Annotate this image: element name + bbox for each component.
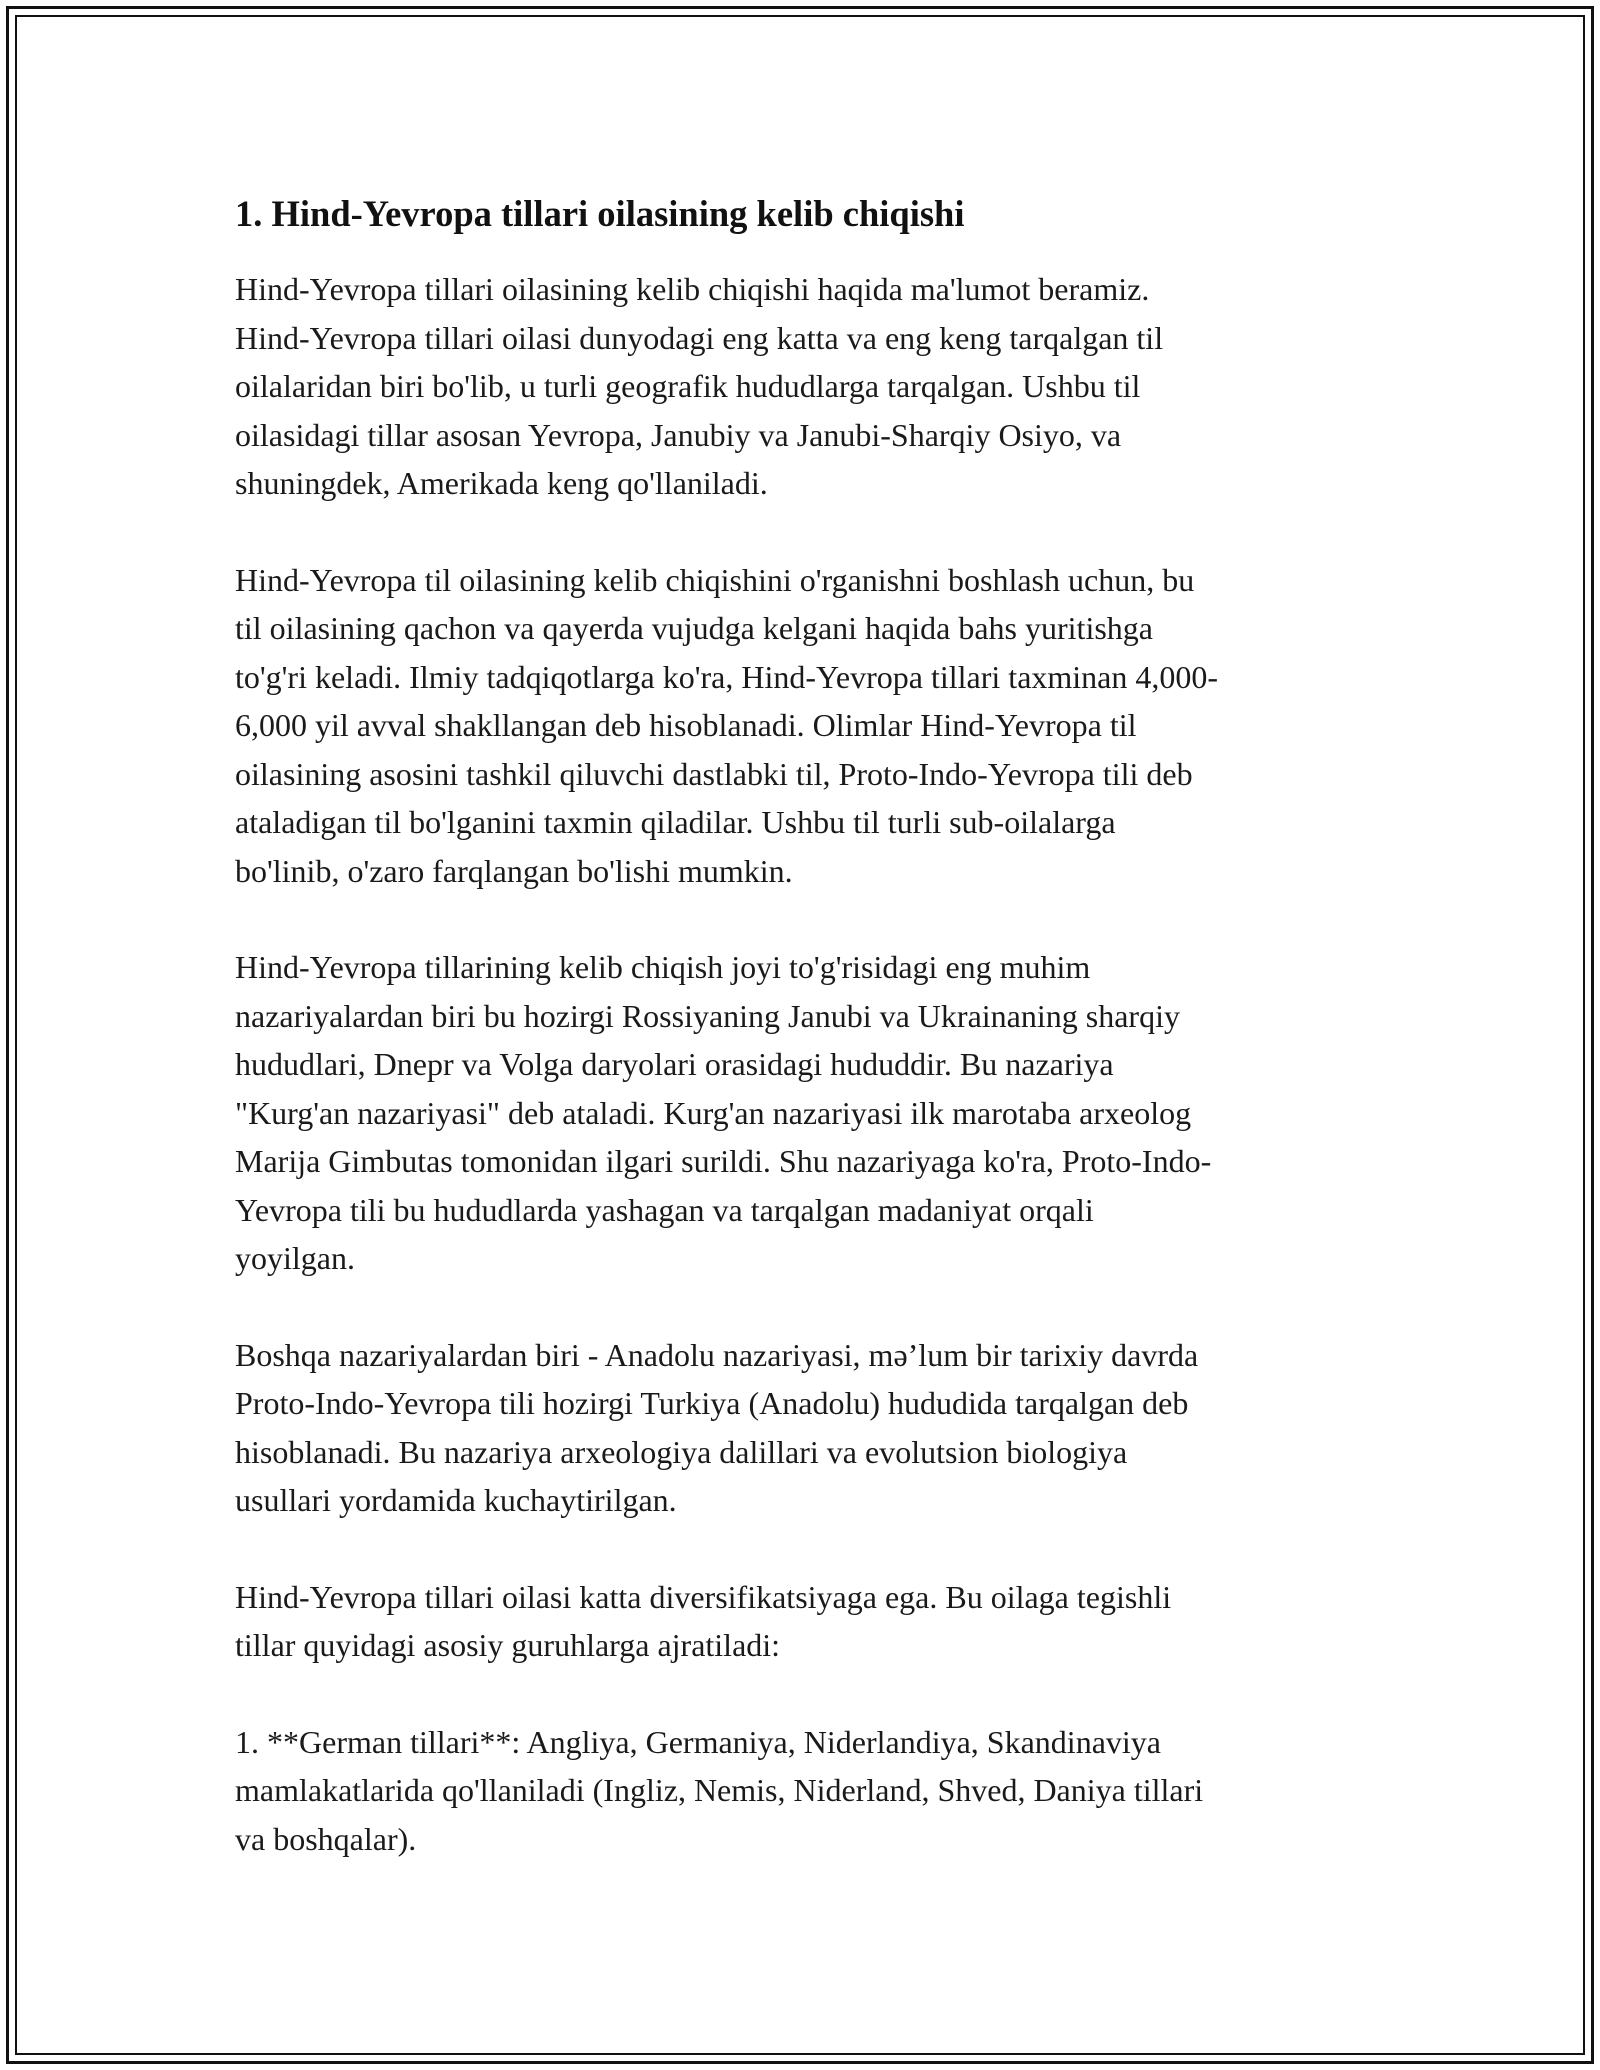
section-heading: 1. Hind-Yevropa tillari oilasining kelib chiqishi: [235, 193, 965, 234]
document-body: [235, 185, 1375, 1863]
list-item-germanic-languages: 1. **German tillari**: Angliya, Germaniya, Niderlandiya, Skandinaviya mamlakatlarida qo'llaniladi (Ingliz, Nemis, Niderland, Shved, Daniya tillari va boshqalar).: [235, 1723, 1204, 1857]
paragraph-intro: Hind-Yevropa tillari oilasining kelib chiqishi haqida ma'lumot beramiz. Hind-Yevropa tillari oilasi dunyodagi eng katta va eng keng tarqalgan til oilalaridan biri bo'lib, u turli geografik hududlarga tarqalgan. Ushbu til oilasidagi tillar asosan Yevropa, Janubiy va Janubi-Sharqiy Osiyo, va shuningdek, Amerikada keng qo'llaniladi.: [235, 271, 1164, 501]
paragraph-anatolian-theory: Boshqa nazariyalardan biri - Anadolu nazariyasi, mə’lum bir tarixiy davrda Proto-Indo-Yevropa tili hozirgi Turkiya (Anadolu) hududida tarqalgan deb hisoblanadi. Bu nazariya arxeologiya dalillari va evolutsion biologiya usullari yordamida kuchaytirilgan.: [235, 1336, 1199, 1518]
paragraph-origin-timeline: Hind-Yevropa til oilasining kelib chiqishini o'rganishni boshlash uchun, bu til oilasining qachon va qayerda vujudga kelgani haqida bahs yuritishga to'g'ri keladi. Ilmiy tadqiqotlarga ko'ra, Hind-Yevropa tillari taxminan 4,000- 6,000 yil avval shakllangan deb hisoblanadi. Olimlar Hind-Yevropa til oilasining asosini tashkil qiluvchi dastlabki til, Proto-Indo-Yevropa tili deb ataladigan til bo'lganini taxmin qiladilar. Ushbu til turli sub-oilalarga bo'linib, o'zaro farqlangan bo'lishi mumkin.: [235, 561, 1219, 889]
paragraph-diversification: Hind-Yevropa tillari oilasi katta diversifikatsiyaga ega. Bu oilaga tegishli tillar quyidagi asosiy guruhlarga ajratiladi:: [235, 1578, 1172, 1663]
paragraph-kurgan-theory: Hind-Yevropa tillarining kelib chiqish joyi to'g'risidagi eng muhim nazariyalardan biri bu hozirgi Rossiyaning Janubi va Ukrainaning sharqiy hududlari, Dnepr va Volga daryolari orasidagi hududdir. Bu nazariya "Kurg'an nazariyasi" deb ataladi. Kurg'an nazariyasi ilk marotaba arxeolog Marija Gimbutas tomonidan ilgari surildi. Shu nazariyaga ko'ra, Proto-Indo- Yevropa tili bu hududlarda yashagan va tarqalgan madaniyat orqali yoyilgan.: [235, 949, 1212, 1276]
